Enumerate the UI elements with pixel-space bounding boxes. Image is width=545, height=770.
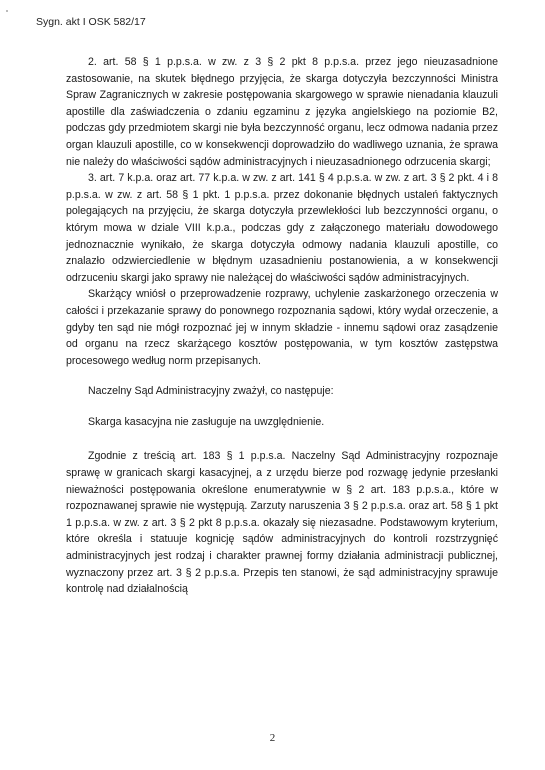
paragraph-charge-3: 3. art. 7 k.p.a. oraz art. 77 k.p.a. w zw. z art. 141 § 4 p.p.s.a. w zw. z art. 3 § 2 pkt. 4 i 8 p.p.s.a. w zw. z art. 58 § 1 pkt. 1 p.p.s.a. przez dokonanie błędnych ustaleń faktycznych polegających na przyjęciu, że skarga dotyczyła przewlekłości lub bezczynności organu, o którym mowa w dziale VIII k.p.a., podczas gdy z załączonego materiału dowodowego jednoznacznie wynikało, że skarga dotyczyła odmowy nadania klauzuli apostille, co znalazło odzwierciedlenie w błędnym uzasadnieniu postanowienia, a w konsekwencji odrzuceniu skargi jako sprawy nie należącej do właściwości sądów administracyjnych. (66, 172, 498, 284)
paragraph-reasoning: Zgodnie z treścią art. 183 § 1 p.p.s.a. Naczelny Sąd Administracyjny rozpoznaje sprawę w granicach skargi kasacyjnej, a z urzędu bierze pod rozwagę jedynie przesłanki nieważności postępowania określone enumeratywnie w § 2 art. 183 p.p.s.a., które w rozpoznawanej sprawie nie występują. Zarzuty naruszenia 3 § 2 p.p.s.a. oraz art. 58 § 1 pkt 1 p.p.s.a. w zw. z art. 3 § 2 pkt 8 p.p.s.a. okazały się niezasadne. Podstawowym kryterium, które określa i statuuje kognicję sądów administracyjnych do kontroli rozstrzygnięć administracyjnych jest rodzaj i charakter prawnej formy działania administracji publicznej, wyznaczony przez art. 3 § 2 p.p.s.a. Przepis ten stanowi, że sąd administracyjny sprawuje kontrolę nad działalnością (66, 450, 498, 596)
scan-mark (6, 10, 8, 12)
document-body (66, 54, 498, 598)
page-number: 2 (269, 732, 276, 744)
case-number: Sygn. akt I OSK 582/17 (36, 16, 146, 28)
paragraph-court-considered: Naczelny Sąd Administracyjny zważył, co następuje: (88, 385, 334, 398)
paragraph-requests: Skarżący wniósł o przeprowadzenie rozprawy, uchylenie zaskarżonego orzeczenia w całości i przekazanie sprawy do ponownego rozpoznania sądowi, który wydał orzeczenie, a gdyby ten sąd nie mógł rozpoznać jej w innym składzie - innemu sądowi oraz zasądzenie od organu na rzecz skarżącego kosztów postępowania, w tym kosztów zastępstwa procesowego według norm przepisanych. (66, 288, 498, 367)
paragraph-charge-2: 2. art. 58 § 1 p.p.s.a. w zw. z 3 § 2 pkt 8 p.p.s.a. przez jego nieuzasadnione zastosowanie, na skutek błędnego przyjęcia, że skarga dotyczyła bezczynności Ministra Spraw Zagranicznych w zakresie postępowania skargowego w sprawie nienadania klauzuli apostille dla zaświadczenia o zdaniu egzaminu z języka angielskiego na poziomie B2, podczas gdy przedmiotem skargi nie była bezczynność organu, lecz odmowa nadania przez organ klauzuli apostille, co w konsekwencji doprowadziło do wadliwego uznania, że sprawa nie należy do właściwości sądów administracyjnych i nieuzasadnionego odrzucenia skargi; (66, 56, 498, 168)
paragraph-verdict: Skarga kasacyjna nie zasługuje na uwzględnienie. (88, 415, 325, 428)
